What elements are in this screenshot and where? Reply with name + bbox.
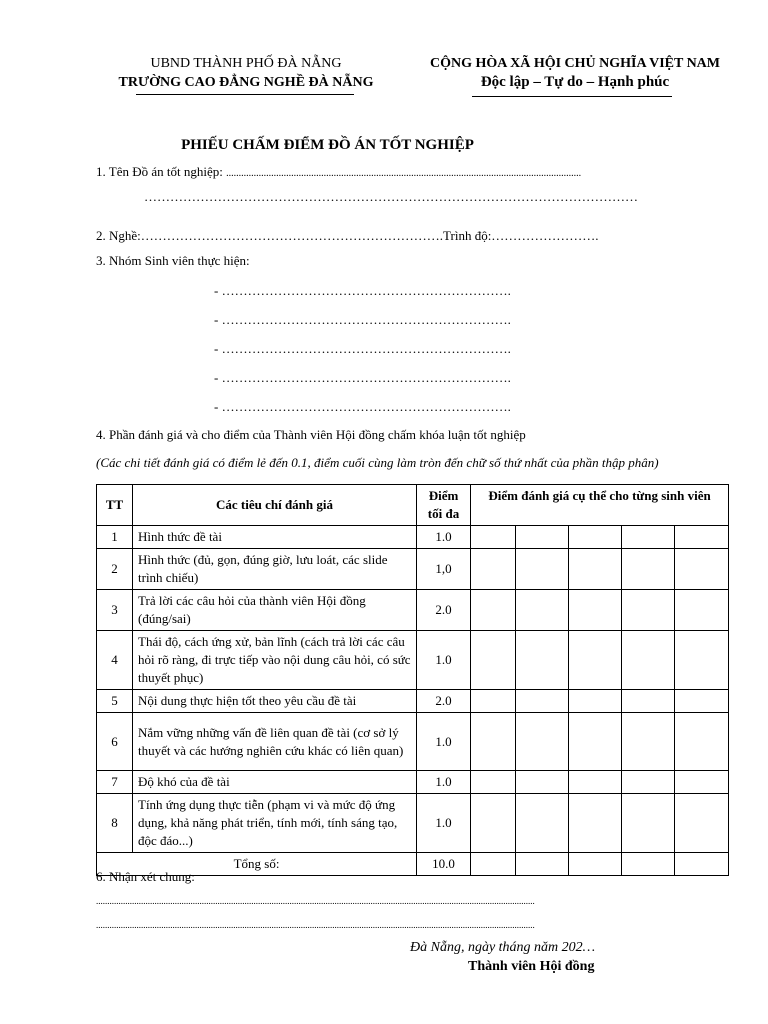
- score-cell[interactable]: [622, 853, 675, 876]
- score-cell[interactable]: [675, 713, 729, 771]
- score-cell[interactable]: [675, 794, 729, 853]
- score-cell[interactable]: [516, 631, 569, 690]
- member-line: - ………………………………………………………….: [214, 370, 511, 385]
- motto-underline: [472, 96, 672, 97]
- row-max: 1.0: [417, 771, 471, 794]
- score-cell[interactable]: [471, 631, 516, 690]
- row-criteria: Hình thức đề tài: [133, 526, 417, 549]
- row-tt: 6: [97, 713, 133, 771]
- row-criteria: Nắm vững những vấn đề liên quan đề tài (cơ sở lý thuyết và các hướng nghiên cứu khác có liên quan): [133, 713, 417, 771]
- header-left: [96, 54, 396, 92]
- row-max: 2.0: [417, 690, 471, 713]
- score-cell[interactable]: [471, 853, 516, 876]
- score-cell[interactable]: [675, 771, 729, 794]
- topic-dots-line2: ……………………………………………………………………………………………………: [144, 189, 638, 204]
- table-row: [97, 590, 729, 631]
- row-criteria: Nội dung thực hiện tốt theo yêu cầu đề tài: [133, 690, 417, 713]
- score-cell[interactable]: [516, 771, 569, 794]
- row-tt: 5: [97, 690, 133, 713]
- row-criteria: Trả lời các câu hỏi của thành viên Hội đồng (đúng/sai): [133, 590, 417, 631]
- table-row: [97, 631, 729, 690]
- table-row: [97, 713, 729, 771]
- score-table: [96, 484, 729, 876]
- score-cell[interactable]: [569, 631, 622, 690]
- school-underline: [136, 94, 354, 95]
- authority-name: UBND THÀNH PHỐ ĐÀ NẴNG: [150, 56, 342, 71]
- header-max-score: Điểm tối đa: [417, 485, 471, 526]
- row-tt: 3: [97, 590, 133, 631]
- group-label: 3. Nhóm Sinh viên thực hiện:: [96, 253, 250, 268]
- section-4-heading: 4. Phần đánh giá và cho điểm của Thành viên Hội đồng chấm khóa luận tốt nghiệp: [96, 427, 526, 442]
- scoring-note: (Các chi tiết đánh giá có điểm lẻ đến 0.1, điểm cuối cùng làm tròn đến chữ số thứ nhất của phần thập phân): [96, 455, 659, 470]
- score-cell[interactable]: [675, 590, 729, 631]
- score-cell[interactable]: [569, 794, 622, 853]
- member-line: - ………………………………………………………….: [214, 283, 511, 298]
- score-cell[interactable]: [471, 771, 516, 794]
- comments-line-2[interactable]: ...................................................................................................................................................................................................: [96, 920, 535, 930]
- row-max: 1,0: [417, 549, 471, 590]
- row-criteria: Hình thức (đủ, gọn, đúng giờ, lưu loát, các slide trình chiếu): [133, 549, 417, 590]
- score-cell[interactable]: [622, 690, 675, 713]
- row-max: 1.0: [417, 713, 471, 771]
- score-cell[interactable]: [675, 549, 729, 590]
- form-title: PHIẾU CHẤM ĐIỂM ĐỒ ÁN TỐT NGHIỆP: [181, 137, 474, 153]
- comments-label: 6. Nhận xét chung:: [96, 869, 195, 884]
- header-tt: TT: [97, 485, 133, 526]
- score-cell[interactable]: [622, 526, 675, 549]
- school-name: TRƯỜNG CAO ĐẲNG NGHỀ ĐÀ NẴNG: [118, 75, 374, 90]
- score-cell[interactable]: [675, 526, 729, 549]
- score-cell[interactable]: [516, 794, 569, 853]
- signature-date: Đà Nẵng, ngày tháng năm 202…: [410, 940, 596, 955]
- country-name: CỘNG HÒA XÃ HỘI CHỦ NGHĨA VIỆT NAM: [429, 56, 720, 71]
- row-criteria: Thái độ, cách ứng xử, bản lĩnh (cách trả lời các câu hỏi rõ ràng, đi trực tiếp vào nội dung câu hỏi, có sức thuyết phục): [133, 631, 417, 690]
- row-criteria: Độ khó của đề tài: [133, 771, 417, 794]
- signature-role: Thành viên Hội đồng: [468, 959, 595, 974]
- score-cell[interactable]: [622, 631, 675, 690]
- score-cell[interactable]: [516, 713, 569, 771]
- score-cell[interactable]: [569, 853, 622, 876]
- score-cell[interactable]: [471, 549, 516, 590]
- score-cell[interactable]: [471, 713, 516, 771]
- score-cell[interactable]: [516, 549, 569, 590]
- score-cell[interactable]: [569, 690, 622, 713]
- header-student-scores: Điểm đánh giá cụ thể cho từng sinh viên: [471, 485, 729, 526]
- member-line: - ………………………………………………………….: [214, 341, 511, 356]
- score-cell[interactable]: [516, 690, 569, 713]
- score-cell[interactable]: [622, 549, 675, 590]
- score-cell[interactable]: [471, 794, 516, 853]
- row-tt: 4: [97, 631, 133, 690]
- topic-label: 1. Tên Đồ án tốt nghiệp:: [96, 164, 223, 179]
- score-cell[interactable]: [471, 526, 516, 549]
- score-cell[interactable]: [675, 853, 729, 876]
- row-tt: 1: [97, 526, 133, 549]
- total-label: Tổng số:: [97, 853, 417, 876]
- table-row: [97, 549, 729, 590]
- row-max: 1.0: [417, 794, 471, 853]
- score-cell[interactable]: [471, 590, 516, 631]
- table-row: [97, 690, 729, 713]
- score-cell[interactable]: [569, 590, 622, 631]
- row-max: 1.0: [417, 631, 471, 690]
- row-criteria: Tính ứng dụng thực tiễn (phạm vi và mức độ ứng dụng, khả năng phát triển, tính mới, tính sáng tạo, độc đáo...): [133, 794, 417, 853]
- total-value: 10.0: [417, 853, 471, 876]
- score-cell[interactable]: [569, 771, 622, 794]
- score-cell[interactable]: [516, 590, 569, 631]
- comments-line-1[interactable]: ...................................................................................................................................................................................................: [96, 896, 535, 906]
- motto: Độc lập – Tự do – Hạnh phúc: [480, 74, 670, 90]
- score-cell[interactable]: [622, 771, 675, 794]
- score-cell[interactable]: [516, 853, 569, 876]
- score-cell[interactable]: [569, 549, 622, 590]
- topic-dots: ..............................................................................................................................................: [226, 168, 582, 179]
- header-criteria: Các tiêu chí đánh giá: [133, 485, 417, 526]
- row-max: 2.0: [417, 590, 471, 631]
- score-cell[interactable]: [675, 631, 729, 690]
- score-cell[interactable]: [569, 713, 622, 771]
- score-cell[interactable]: [675, 690, 729, 713]
- table-row: [97, 771, 729, 794]
- table-row: [97, 794, 729, 853]
- row-tt: 7: [97, 771, 133, 794]
- score-cell[interactable]: [471, 690, 516, 713]
- score-cell[interactable]: [622, 794, 675, 853]
- score-cell[interactable]: [569, 526, 622, 549]
- topic-field: [96, 164, 581, 180]
- score-cell[interactable]: [622, 590, 675, 631]
- member-line: - ………………………………………………………….: [214, 399, 511, 414]
- row-tt: 8: [97, 794, 133, 853]
- table-row: [97, 526, 729, 549]
- member-line: - ………………………………………………………….: [214, 312, 511, 327]
- score-cell[interactable]: [622, 713, 675, 771]
- row-tt: 2: [97, 549, 133, 590]
- score-cell[interactable]: [516, 526, 569, 549]
- header-right: [410, 54, 740, 92]
- row-max: 1.0: [417, 526, 471, 549]
- table-header-row: [97, 485, 729, 526]
- major-field: 2. Nghề:…………………………………………………………….Trình độ:…………………….: [96, 228, 599, 243]
